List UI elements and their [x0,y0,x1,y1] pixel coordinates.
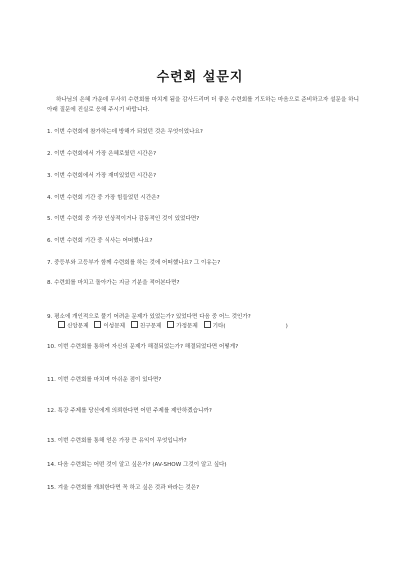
checkbox-icon[interactable] [58,321,65,328]
question-7: 7. 중등부와 고등부가 함께 수련회를 하는 것에 어떠했나요? 그 이유는? [47,260,221,266]
question-9-options [58,321,292,331]
question-15: 15. 겨울 수련회를 개최한다면 꼭 하고 싶은 것과 바라는 것은? [47,485,200,491]
page-title: 수련회 설문지 [156,70,244,85]
question-8: 8. 수련회를 마치고 돌아가는 지금 기분을 적어본다면? [47,280,180,286]
question-1: 1. 이번 수련회에 참가하는데 방해가 되었던 것은 무엇이었나요? [47,129,203,135]
question-3: 3. 이번 수련회에서 가장 재미있었던 시간은? [47,173,157,179]
option-faith[interactable]: 신앙문제 [58,321,89,331]
question-9: 9. 평소에 개인적으로 풀기 어려운 문제가 있었는가? 있었다면 다음 중 어느 것인가? [47,314,251,320]
question-4: 4. 이번 수련회 기간 중 가장 힘들었던 시간은? [47,195,160,201]
question-10: 10. 이번 수련회를 통하여 자신의 문제가 해결되었는가? 해결되었다면 어떻게? [47,344,239,350]
checkbox-icon[interactable] [131,321,138,328]
question-2: 2. 이번 수련회에서 가장 은혜로웠던 시간은? [47,151,157,157]
question-11: 11. 이번 수련회를 마치며 아쉬운 점이 있다면? [47,377,162,383]
question-12: 12. 특강 주제를 당신에게 의뢰한다면 어떤 주제를 제안하겠습니까? [47,408,212,414]
option-friends[interactable]: 친구문제 [131,321,162,331]
question-5: 5. 이번 수련회 중 가장 인상적이거나 감동적인 것이 있었다면? [47,216,200,222]
option-romance[interactable]: 이성문제 [94,321,125,331]
option-family[interactable]: 가정문제 [167,321,198,331]
question-13: 13. 이번 수련회를 통해 얻은 가장 큰 유익이 무엇입니까? [47,438,187,444]
option-other[interactable]: 기타( ) [204,321,288,331]
question-6: 6. 이번 수련회 기간 중 식사는 어떠했나요? [47,238,153,244]
checkbox-icon[interactable] [94,321,101,328]
question-14: 14. 다음 수련회는 어떤 것이 알고 싶은가? (AV-SHOW 그것이 알고 싶다) [47,462,227,468]
intro-paragraph: 하나님의 은혜 가운데 무사히 수련회를 마치게 됨을 감사드리며 더 좋은 수련회를 기도하는 마음으로 준비하고자 설문을 하니 아래 질문에 진실로 응해 주시기 바랍니다. [47,97,359,113]
checkbox-icon[interactable] [167,321,174,328]
checkbox-icon[interactable] [204,321,211,328]
